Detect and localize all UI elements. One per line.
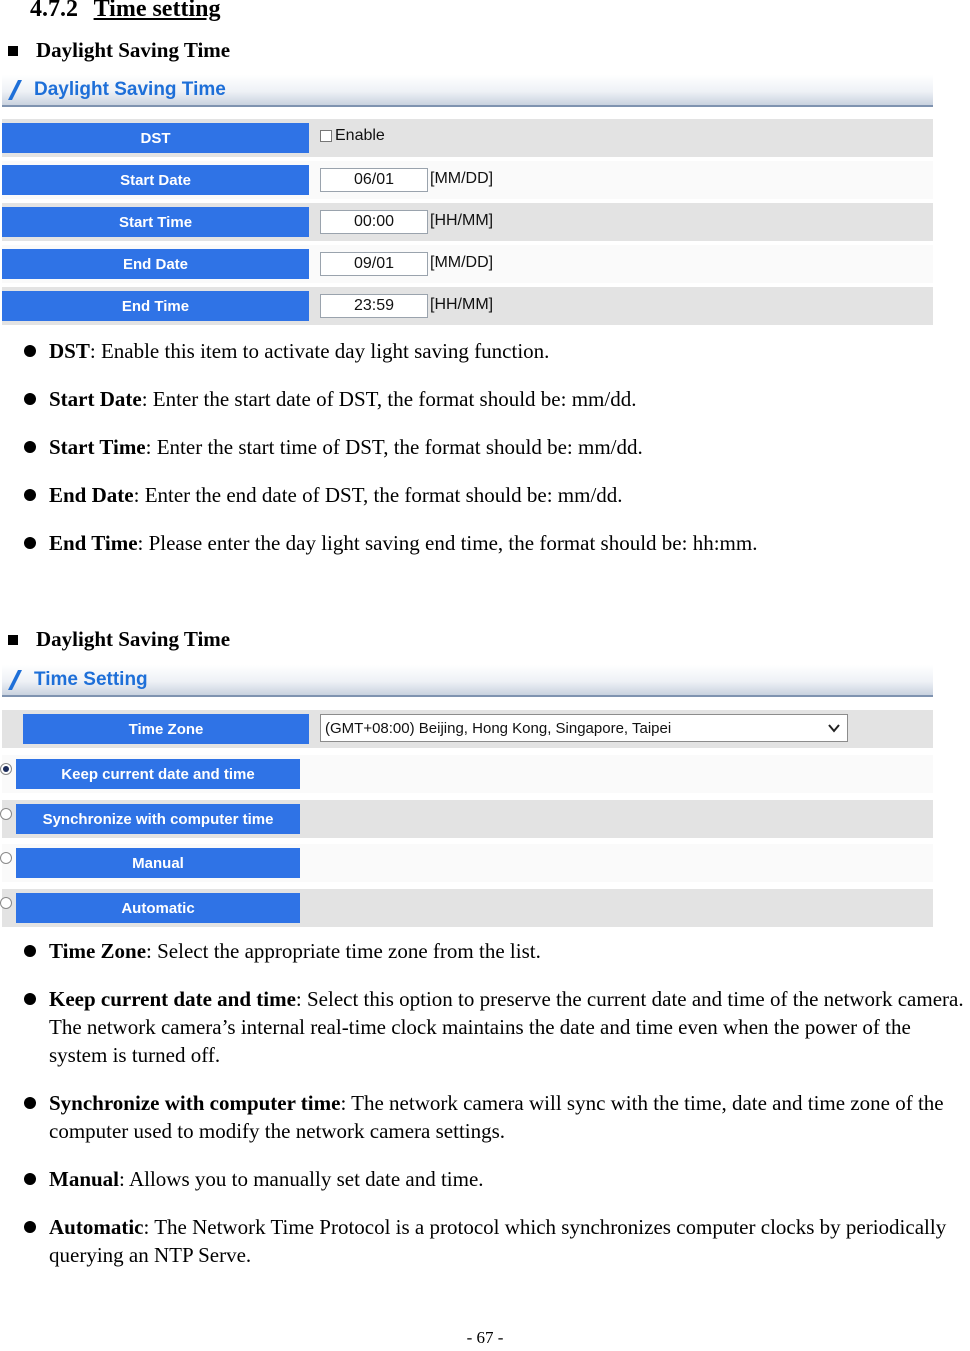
- section-number: 4.7.2: [30, 0, 78, 22]
- start-date-row: [2, 161, 933, 199]
- time-zone-value: (GMT+08:00) Beijing, Hong Kong, Singapore, Taipei: [325, 719, 672, 737]
- bullet-text: : Enter the start time of DST, the format should be: mm/dd.: [145, 435, 643, 459]
- bullet-text: : Enter the start date of DST, the format should be: mm/dd.: [141, 387, 637, 411]
- dst-enable-checkbox[interactable]: [320, 127, 385, 145]
- dst-panel-title: [2, 75, 933, 107]
- start-time-row: [2, 203, 933, 241]
- section-title: Time setting: [93, 0, 221, 22]
- chevron-down-icon[interactable]: [827, 721, 841, 735]
- bullet-dot-icon: [24, 1221, 36, 1233]
- option-automatic-row: [2, 889, 933, 927]
- list-item: [22, 481, 967, 509]
- time-panel-title: [2, 665, 933, 697]
- list-item: [22, 1165, 967, 1193]
- start-time-unit: [HH/MM]: [430, 212, 494, 229]
- time-zone-label: Time Zone: [23, 714, 309, 744]
- bullet-dot-icon: [24, 993, 36, 1005]
- start-date-label: Start Date: [2, 165, 309, 195]
- list-item: [22, 433, 967, 461]
- bullet-term: Keep current date and time: [49, 987, 296, 1011]
- option-sync-row: [2, 800, 933, 838]
- dst-row: [2, 119, 933, 157]
- square-bullet-icon: [8, 46, 18, 56]
- bullet-term: DST: [49, 339, 90, 363]
- bullet-text: : The Network Time Protocol is a protocol which synchronizes computer clocks by periodically querying an NTP Serve.: [49, 1215, 947, 1267]
- list-item: [22, 1089, 967, 1145]
- bullet-text: : Allows you to manually set date and time.: [119, 1167, 484, 1191]
- page-number: - 67 -: [466, 1328, 504, 1347]
- time-panel-title-text: Time Setting: [34, 669, 148, 690]
- dst-panel-title-text: Daylight Saving Time: [34, 79, 226, 100]
- dst-enable-label: Enable: [335, 127, 385, 144]
- dst-subheading: [8, 38, 230, 63]
- dst-subheading-text: Daylight Saving Time: [36, 38, 231, 62]
- bullet-dot-icon: [24, 945, 36, 957]
- start-date-input[interactable]: 06/01: [320, 168, 428, 192]
- bullet-text: : Please enter the day light saving end time, the format should be: hh:mm.: [137, 531, 758, 555]
- bullet-text: : Enter the end date of DST, the format should be: mm/dd.: [133, 483, 623, 507]
- bullet-dot-icon: [24, 537, 36, 549]
- dst-bullet-list: [22, 337, 967, 557]
- list-item: [22, 337, 967, 365]
- bullet-dot-icon: [24, 345, 36, 357]
- square-bullet-icon: [8, 635, 18, 645]
- sync-computer-radio[interactable]: [0, 808, 12, 820]
- bullet-text: : Enable this item to activate day light saving function.: [89, 339, 550, 363]
- bullet-text: : Select this option to preserve the current date and time of the network camera. The network camera’s internal real-time clock maintains the date and time even when the power of the system is turned off.: [49, 987, 964, 1067]
- bullet-term: Automatic: [49, 1215, 144, 1239]
- option-manual-row: [2, 844, 933, 882]
- time-zone-select[interactable]: [320, 714, 848, 742]
- bullet-term: Start Time: [49, 435, 146, 459]
- section-heading: [30, 0, 220, 23]
- bullet-dot-icon: [24, 393, 36, 405]
- end-date-unit: [MM/DD]: [430, 254, 494, 271]
- list-item: [22, 385, 967, 413]
- list-item: [22, 529, 967, 557]
- time-subheading-text: Daylight Saving Time: [36, 627, 231, 651]
- bullet-term: Manual: [49, 1167, 120, 1191]
- keep-current-label[interactable]: Keep current date and time: [16, 759, 300, 789]
- end-time-label: End Time: [2, 291, 309, 321]
- start-time-input[interactable]: 00:00: [320, 210, 428, 234]
- end-time-unit: [HH/MM]: [430, 296, 494, 313]
- dst-label: DST: [2, 123, 309, 153]
- end-date-input[interactable]: 09/01: [320, 252, 428, 276]
- list-item: [22, 985, 967, 1069]
- automatic-radio[interactable]: [0, 897, 12, 909]
- slash-icon: [4, 668, 26, 692]
- end-date-label: End Date: [2, 249, 309, 279]
- keep-current-radio[interactable]: [0, 763, 12, 775]
- bullet-dot-icon: [24, 489, 36, 501]
- manual-label[interactable]: Manual: [16, 848, 300, 878]
- end-time-row: [2, 287, 933, 325]
- sync-computer-label[interactable]: Synchronize with computer time: [16, 804, 300, 834]
- bullet-term: Synchronize with computer time: [49, 1091, 341, 1115]
- manual-radio[interactable]: [0, 852, 12, 864]
- bullet-dot-icon: [24, 1097, 36, 1109]
- bullet-term: Start Date: [49, 387, 142, 411]
- option-keep-row: [2, 755, 933, 793]
- bullet-dot-icon: [24, 1173, 36, 1185]
- automatic-label[interactable]: Automatic: [16, 893, 300, 923]
- time-bullet-list: [22, 937, 967, 1269]
- time-subheading: [8, 627, 230, 652]
- list-item: [22, 1213, 967, 1269]
- bullet-term: Time Zone: [49, 939, 147, 963]
- slash-icon: [4, 78, 26, 102]
- start-time-label: Start Time: [2, 207, 309, 237]
- end-date-row: [2, 245, 933, 283]
- bullet-text: : Select the appropriate time zone from the list.: [146, 939, 541, 963]
- start-date-unit: [MM/DD]: [430, 170, 494, 187]
- checkbox-icon[interactable]: [320, 130, 332, 142]
- time-zone-row: [2, 710, 933, 748]
- bullet-dot-icon: [24, 441, 36, 453]
- end-time-input[interactable]: 23:59: [320, 294, 428, 318]
- bullet-text: : The network camera will sync with the time, date and time zone of the computer used to modify the network camera settings.: [49, 1091, 944, 1143]
- bullet-term: End Date: [49, 483, 134, 507]
- bullet-term: End Time: [49, 531, 138, 555]
- list-item: [22, 937, 967, 965]
